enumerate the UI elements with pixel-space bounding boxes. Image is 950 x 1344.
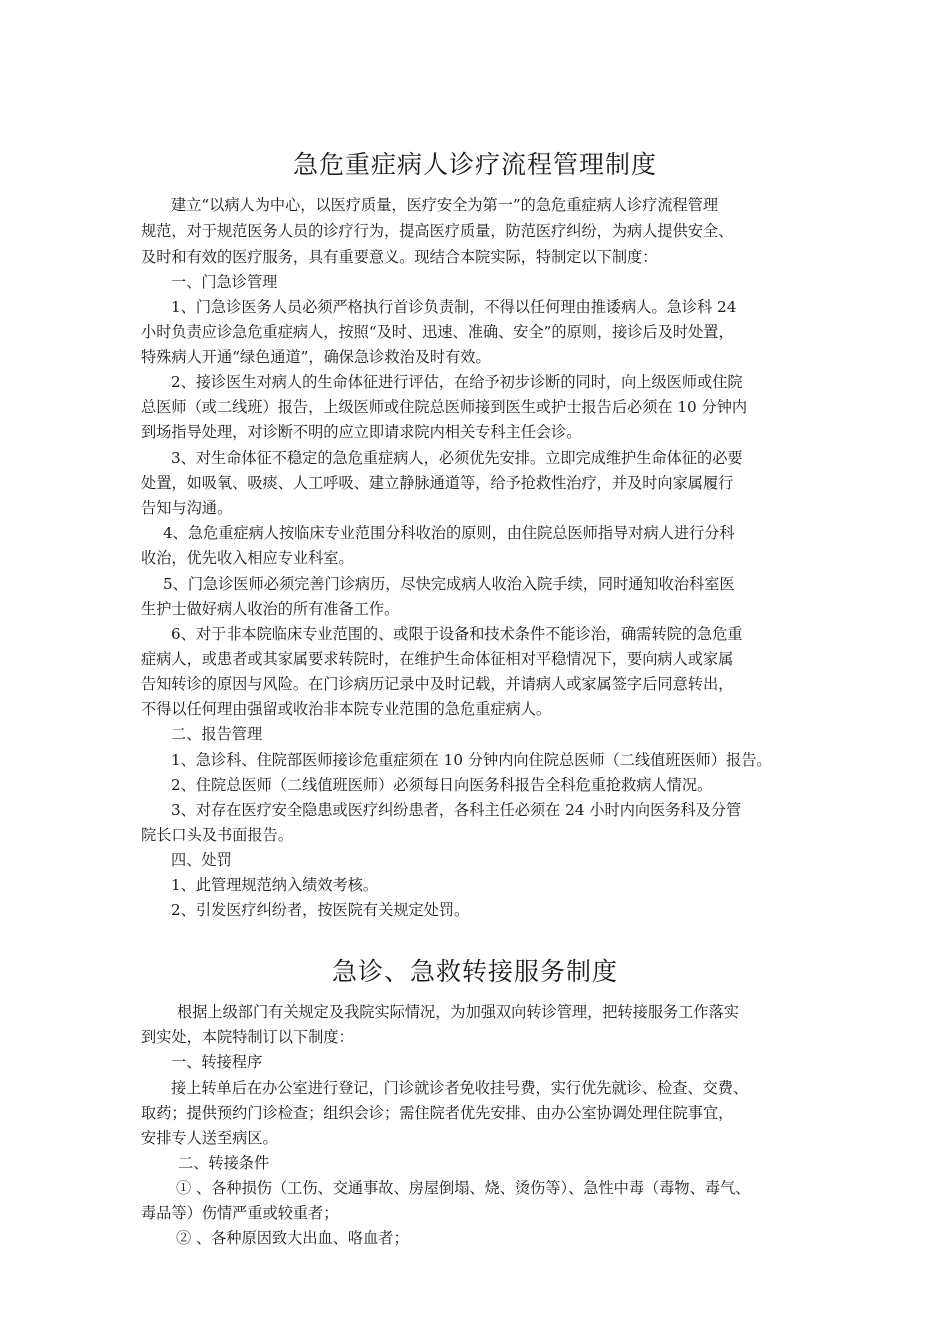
paragraph-line: 3、对生命体征不稳定的急危重症病人，必须优先安排。立即完成维护生命体征的必要: [171, 449, 743, 467]
paragraph-line: 4、急危重症病人按临床专业范围分科收治的原则，由住院总医师指导对病人进行分科: [163, 524, 735, 542]
paragraph-line: 院长口头及书面报告。: [141, 826, 293, 844]
paragraph-line: 取药；提供预约门诊检查；组织会诊；需住院者优先安排、由办公室协调处理住院事宜，: [141, 1104, 734, 1122]
paragraph-line: 规范，对于规范医务人员的诊疗行为，提高医疗质量，防范医疗纠纷，为病人提供安全、: [141, 222, 734, 240]
paragraph-line: 症病人，或患者或其家属要求转院时，在维护生命体征相对平稳情况下，要向病人或家属: [141, 650, 734, 668]
paragraph-line: ① 、各种损伤（工伤、交通事故、房屋倒塌、烧、烫伤等）、急性中毒（毒物、毒气、: [176, 1179, 751, 1197]
section-heading: 二、转接条件: [178, 1154, 270, 1172]
paragraph-line: 告知转诊的原因与风险。在门诊病历记录中及时记载，并请病人或家属签字后同意转出，: [141, 675, 734, 693]
section-heading: 四、处罚: [171, 851, 232, 869]
paragraph-line: 2、引发医疗纠纷者，按医院有关规定处罚。: [171, 901, 470, 919]
paragraph-line: 到实处，本院特制订以下制度：: [141, 1028, 354, 1046]
paragraph-line: 总医师（或二线班）报告，上级医师或住院总医师接到医生或护士报告后必须在 10 分钟内: [141, 398, 748, 416]
paragraph-line: 1、此管理规范纳入绩效考核。: [171, 876, 379, 894]
document-title: 急诊、急救转接服务制度: [331, 957, 618, 986]
paragraph-line: 安排专人送至病区。: [141, 1129, 278, 1147]
paragraph-line: 到场指导处理，对诊断不明的应立即请求院内相关专科主任会诊。: [141, 423, 582, 441]
section-heading: 一、门急诊管理: [171, 273, 278, 291]
paragraph-line: 建立“以病人为中心，以医疗质量，医疗安全为第一”的急危重症病人诊疗流程管理: [171, 196, 719, 214]
paragraph-line: 小时负责应诊急危重症病人，按照“及时、迅速、准确、安全”的原则，接诊后及时处置，: [141, 323, 734, 341]
paragraph-line: 2、住院总医师（二线值班医师）必须每日向医务科报告全科危重抢救病人情况。: [171, 776, 713, 794]
paragraph-line: 接上转单后在办公室进行登记，门诊就诊者免收挂号费，实行优先就诊、检查、交费、: [171, 1079, 749, 1097]
paragraph-line: 不得以任何理由强留或收治非本院专业范围的急危重症病人。: [141, 700, 552, 718]
paragraph-line: 告知与沟通。: [141, 499, 233, 517]
paragraph-line: 5、门急诊医师必须完善门诊病历，尽快完成病人收治入院手续，同时通知收治科室医: [163, 575, 735, 593]
paragraph-line: 毒品等）伤情严重或较重者；: [141, 1204, 339, 1222]
paragraph-line: 处置，如吸氧、吸痰、人工呼吸、建立静脉通道等，给予抢救性治疗，并及时向家属履行: [141, 474, 734, 492]
paragraph-line: 特殊病人开通“绿色通道”，确保急诊救治及时有效。: [141, 348, 491, 366]
section-heading: 二、报告管理: [171, 725, 263, 743]
paragraph-line: 1、门急诊医务人员必须严格执行首诊负责制，不得以任何理由推诿病人。急诊科 24: [171, 298, 737, 316]
document-title: 急危重症病人诊疗流程管理制度: [292, 150, 657, 179]
paragraph-line: ② 、各种原因致大出血、咯血者；: [176, 1229, 409, 1247]
paragraph-line: 2、接诊医生对病人的生命体征进行评估，在给予初步诊断的同时，向上级医师或住院: [171, 373, 743, 391]
paragraph-line: 3、对存在医疗安全隐患或医疗纠纷患者，各科主任必须在 24 小时内向医务科及分管: [171, 801, 742, 819]
paragraph-line: 收治，优先收入相应专业科室。: [141, 549, 354, 567]
paragraph-line: 生护士做好病人收治的所有准备工作。: [141, 600, 400, 618]
section-heading: 一、转接程序: [171, 1053, 263, 1071]
paragraph-line: 6、对于非本院临床专业范围的、或限于设备和技术条件不能诊治，确需转院的急危重: [171, 625, 743, 643]
paragraph-line: 1、急诊科、住院部医师接诊危重症须在 10 分钟内向住院总医师（二线值班医师）报告。: [171, 751, 772, 769]
paragraph-line: 根据上级部门有关规定及我院实际情况，为加强双向转诊管理，把转接服务工作落实: [177, 1003, 739, 1021]
paragraph-line: 及时和有效的医疗服务，具有重要意义。现结合本院实际，特制定以下制度：: [141, 248, 658, 266]
